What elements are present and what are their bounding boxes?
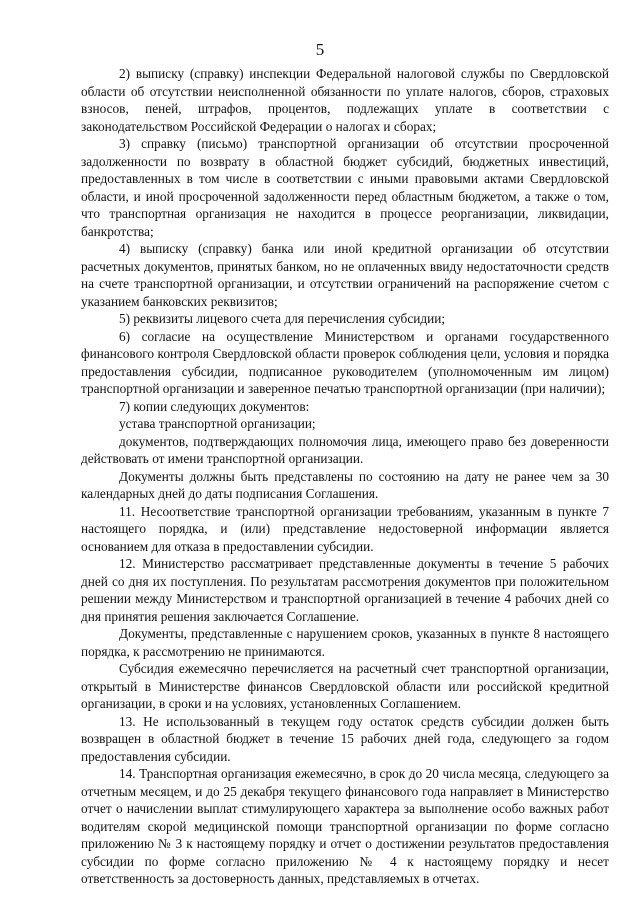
paragraph-subsidy-transfer: Субсидия ежемесячно перечисляется на расчетный счет транспортной организации, открытый в Министерстве финансов Свердловской области или российской кредитной организации, в сроки и на условиях, установленных Соглашением. xyxy=(81,661,609,711)
paragraph-item-4-bank-statement: 4) выписку (справку) банка или иной кредитной организации об отсутствии расчетных документов, принятых банком, но не оплаченных ввиду недостаточности средств на счете транспортной организации, и отсутствии ограничений на распоряжение счетом с указанием банковских реквизитов; xyxy=(81,241,609,309)
paragraph-clause-12: 12. Министерство рассматривает представленные документы в течение 5 рабочих дней со дня их поступления. По результатам рассмотрения документов при положительном решении между Министерством и транспортной организацией в течение 4 рабочих дней со дня принятия решения заключается Соглашение. xyxy=(81,556,609,624)
paragraph-clause-13: 13. Не использованный в текущем году остаток средств субсидии должен быть возвращен в областной бюджет в течение 15 рабочих дней года, следующего за годом предоставления субсидии. xyxy=(81,713,609,764)
paragraph-item-6-consent: 6) согласие на осуществление Министерством и органами государственного финансового контроля Свердловской области проверок соблюдения цели, условия и порядка предоставления субсидии, подписанное руководителем (уполномоченным им лицом) транспортной организации и заверенное печатью транспортной организации (при наличии); xyxy=(81,328,609,396)
paragraph-late-documents: Документы, представленные с нарушением сроков, указанных в пункте 8 настоящего порядка, к рассмотрению не принимаются. xyxy=(81,626,609,659)
paragraph-charter: устава транспортной организации; xyxy=(119,416,316,431)
paragraph-item-3-transport-certificate: 3) справку (письмо) транспортной организации об отсутствии просроченной задолженности по возврату в областной бюджет субсидий, бюджетных инвестиций, предоставленных в том числе в соответствии с иными правовыми актами Свердловской области, и иной просроченной задолженности перед областным бюджетом, а также о том, что транспортная организация не находится в процессе реорганизации, ликвидации, банкротства; xyxy=(81,136,609,239)
paragraph-clause-11: 11. Несоответствие транспортной организации требованиям, указанным в пункте 7 настоящего порядка, и (или) представление недостоверной информации является основанием для отказа в предоставлении субсидии. xyxy=(81,503,609,554)
paragraph-clause-14: 14. Транспортная организация ежемесячно, в срок до 20 числа месяца, следующего за отчетным месяцем, и до 25 декабря текущего финансового года направляет в Министерство отчет о начислении выплат стимулирующего характера за выполнение особо важных работ водителям скорой медицинской помощи транспортной организации по форме согласно приложению № 3 к настоящему порядку и отчет о достижении результатов предоставления субсидии по форме согласно приложению № 4 к настоящему порядку и несет ответственность за достоверность данных, представляемых в отчетах. xyxy=(81,766,609,886)
paragraph-item-5-account-details: 5) реквизиты лицевого счета для перечисления субсидии; xyxy=(119,311,446,326)
paragraph-authority-documents: документов, подтверждающих полномочия лица, имеющего право без доверенности действовать от имени транспортной организации. xyxy=(81,433,609,466)
paragraph-item-2-tax-statement: 2) выписку (справку) инспекции Федеральной налоговой службы по Свердловской области об отсутствии неисполненной обязанности по уплате налогов, сборов, страховых взносов, пеней, штрафов, процентов, подлежащих уплате в соответствии с законодательством Российской Федерации о налогах и сборах; xyxy=(81,66,609,134)
document-body xyxy=(81,65,609,888)
paragraph-item-7-copies: 7) копии следующих документов: xyxy=(119,398,310,414)
page-number: 5 xyxy=(315,40,325,59)
paragraph-documents-date: Документы должны быть представлены по состоянию на дату не ранее чем за 30 календарных дней до даты подписания Соглашения. xyxy=(81,468,609,501)
